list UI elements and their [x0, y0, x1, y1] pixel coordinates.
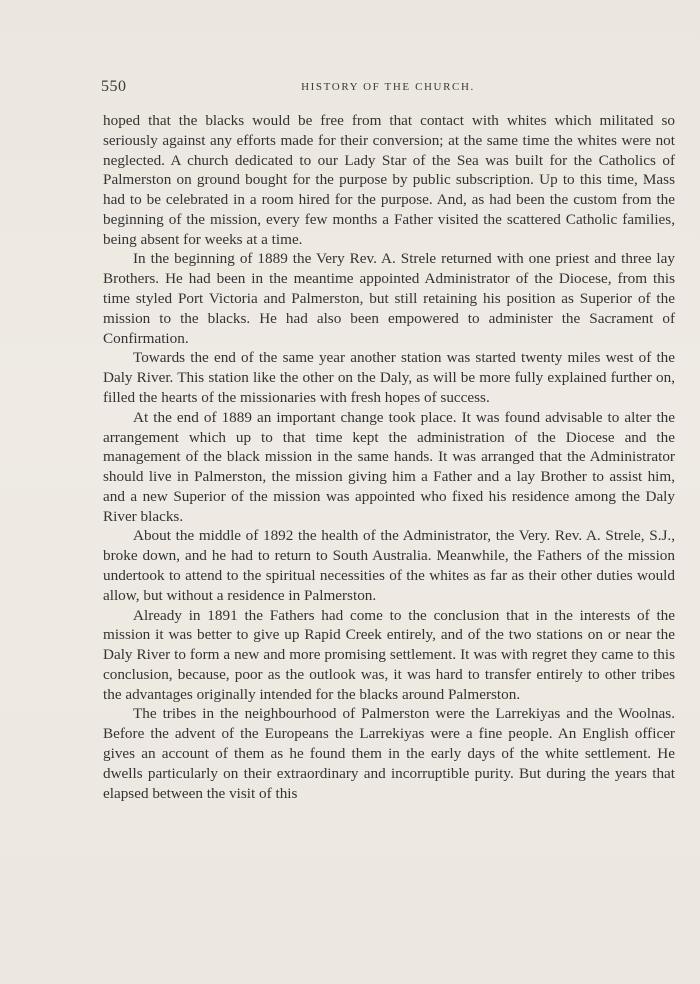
paragraph: Towards the end of the same year another station was started twenty miles west of the Daly River. This station like the other on the Daly, as will be more fully explained further on, filled the hearts of the missionaries with fresh hopes of success. — [103, 349, 675, 406]
paragraph: About the middle of 1892 the health of the Administrator, the Very. Rev. A. Strele, S.J., broke down, and he had to return to South Australia. Meanwhile, the Fathers of the mission undertook to attend to the spiritual necessities of the whites as far as their other duties would allow, but without a residence in Palmerston. — [103, 527, 675, 604]
paragraph: Already in 1891 the Fathers had come to the conclusion that in the interests of the mission it was better to give up Rapid Creek entirely, and of the two stations on or near the Daly River to form a new and more promising settlement. It was with regret they came to this conclusion, because, poor as the outlook was, it was hard to transfer entirely to other tribes the advantages originally intended for the blacks around Palmerston. — [103, 606, 675, 703]
running-title: HISTORY OF THE CHURCH. — [301, 81, 475, 93]
body-text — [103, 111, 675, 803]
paragraph: At the end of 1889 an important change took place. It was found advisable to alter the arrangement which up to that time kept the administration of the Diocese and the management of the black mission in the same hands. It was arranged that the Administrator should live in Palmerston, the mission giving him a Father and a lay Brother to assist him, and a new Superior of the mission was appointed who fixed his residence among the Daly River blacks. — [103, 408, 675, 525]
paragraph: hoped that the blacks would be free from that contact with whites which militated so seriously against any efforts made for their conversion; at the same time the whites were not neglected. A church dedicated to our Lady Star of the Sea was built for the Catholics of Palmerston on ground bought for the purpose by public subscription. Up to this time, Mass had to be celebrated in a room hired for the purpose. And, as had been the custom from the beginning of the mission, every few months a Father visited the scattered Catholic families, being absent for weeks at a time. — [103, 112, 675, 248]
page-number: 550 — [101, 78, 127, 95]
page-header — [101, 78, 675, 98]
paragraph: The tribes in the neighbourhood of Palmerston were the Larrekiyas and the Woolnas. Before the advent of the Europeans the Larrekiyas were a fine people. An English officer gives an account of them as he found them in the early days of the white settlement. He dwells particularly on their extraordinary and incorruptible purity. But during the years that elapsed between the visit of this — [103, 705, 675, 802]
paragraph: In the beginning of 1889 the Very Rev. A. Strele returned with one priest and three lay Brothers. He had been in the meantime appointed Administrator of the Diocese, from this time styled Port Victoria and Palmerston, but still retaining his position as Superior of the mission to the blacks. He had also been empowered to administer the Sacrament of Confirmation. — [103, 250, 675, 347]
